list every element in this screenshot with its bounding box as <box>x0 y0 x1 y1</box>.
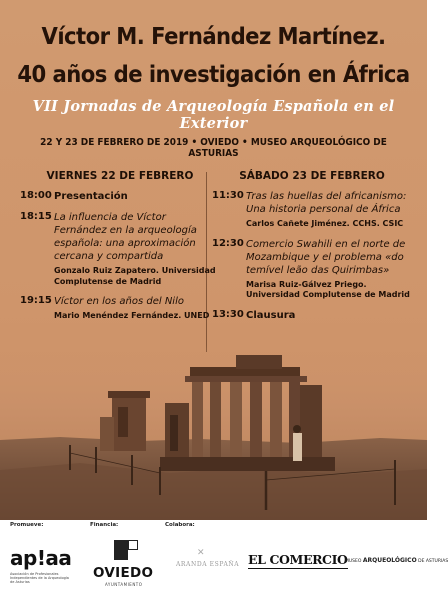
oviedo-crest-icon <box>114 540 128 560</box>
item-title: Tras las huellas del africanismo: Una historia personal de África <box>246 191 407 215</box>
item-speaker: Carlos Cañete Jiménez. CCHS. CSIC <box>246 219 404 228</box>
item-time: 18:15 <box>20 211 52 222</box>
oviedo-logo: OVIEDO <box>93 565 154 581</box>
item-speaker: Marisa Ruiz-Gálvez Priego. Universidad Complutense de Madrid <box>246 279 410 299</box>
promueve-label: Promueve: <box>10 522 44 528</box>
item-speaker: Mario Menéndez Fernández. UNED <box>54 311 210 320</box>
date-venue-line: 22 Y 23 DE FEBRERO DE 2019 • OVIEDO • MUSEO ARQUEOLÓGICO DE ASTURIAS <box>40 137 387 159</box>
program-item <box>212 238 412 301</box>
program-item <box>20 211 220 287</box>
oviedo-cross-icon <box>128 540 138 550</box>
program-day-1 <box>20 170 220 330</box>
el-comercio-logo: EL COMERCIO <box>248 552 348 567</box>
temple-ruins-photo <box>0 345 427 520</box>
museo-arqueologico-logo <box>345 557 448 564</box>
item-time: 19:15 <box>20 295 52 306</box>
item-title: Presentación <box>54 191 128 202</box>
financia-label: Financia: <box>90 522 119 528</box>
day-1-heading: VIERNES 22 DE FEBRERO <box>46 170 194 182</box>
item-title: Comercio Swahili en el norte de Mozambique y el problema «do temível leão das Quirimbas» <box>246 238 406 276</box>
item-title: La influencia de Víctor Fernández en la arqueología española: una aproximación cercana y compartida <box>54 212 197 262</box>
item-time: 11:30 <box>212 190 244 201</box>
item-time: 12:30 <box>212 237 244 249</box>
museo-prefix: MUSEO <box>345 559 362 564</box>
subtitle: VII Jornadas de Arqueología Española en el Exterior <box>32 98 395 132</box>
program-item <box>212 190 412 230</box>
colabora-label: Colabora: <box>165 522 195 528</box>
apiaa-logo: ap!aa <box>10 546 72 570</box>
museo-suffix: DE ASTURIAS <box>418 559 448 564</box>
apiaa-subtitle: Asociación de Profesionales Independientes de la Arqueología de Asturias <box>10 572 69 584</box>
museo-main: ARQUEOLÓGICO <box>362 557 417 564</box>
day-2-heading: SÁBADO 23 DE FEBRERO <box>239 170 385 182</box>
item-speaker: Gonzalo Ruiz Zapatero. Universidad Complutense de Madrid <box>54 266 216 286</box>
item-time: 18:00 <box>20 190 52 201</box>
title-line-1: Víctor M. Fernández Martínez. <box>41 24 386 50</box>
title-line-2: 40 años de investigación en África <box>17 62 410 88</box>
program-item <box>20 295 220 322</box>
oviedo-subtitle: AYUNTAMIENTO <box>105 582 143 587</box>
item-time: 13:30 <box>212 308 244 320</box>
item-title: Víctor en los años del Nilo <box>54 296 184 307</box>
program-day-2 <box>212 170 412 330</box>
item-title: Clausura <box>246 309 296 321</box>
espana-logo: ARANDA ESPAÑA <box>176 561 240 568</box>
program-item <box>212 309 412 322</box>
program-item <box>20 190 220 203</box>
espana-emblem-icon: ✕ <box>197 548 205 558</box>
